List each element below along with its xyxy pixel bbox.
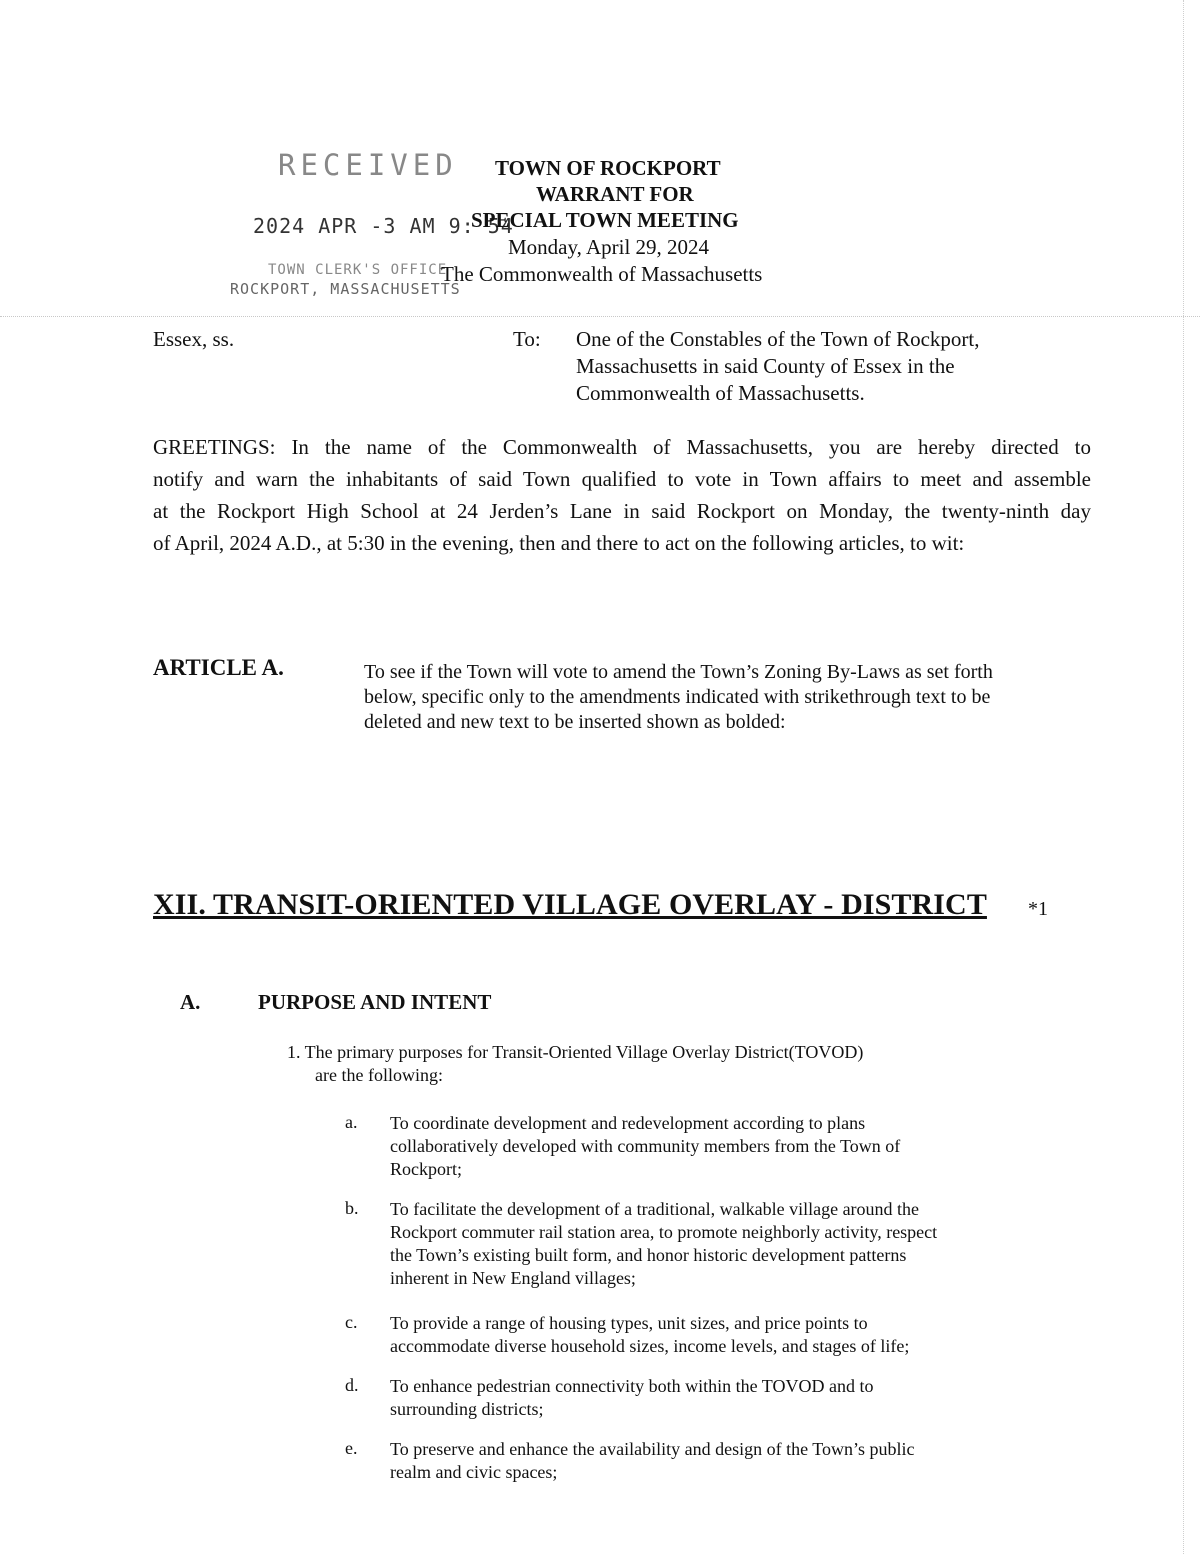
list-item-line: accommodate diverse household sizes, income levels, and stages of life; — [390, 1336, 910, 1356]
list-item-line: realm and civic spaces; — [390, 1462, 558, 1482]
list-item-letter: d. — [345, 1375, 359, 1395]
greetings-line: of April, 2024 A.D., at 5:30 in the evening, then and there to act on the following articles, to wit: — [153, 531, 965, 555]
received-stamp-town: ROCKPORT, MASSACHUSETTS — [230, 280, 461, 298]
to-label: To: — [513, 327, 541, 351]
list-item-line: To preserve and enhance the availability and design of the Town’s public — [390, 1439, 915, 1459]
header-date: Monday, April 29, 2024 — [508, 235, 710, 259]
to-line: One of the Constables of the Town of Rockport, — [576, 327, 980, 351]
list-item-letter: e. — [345, 1438, 358, 1458]
header-town: TOWN OF ROCKPORT — [495, 156, 721, 180]
greetings-line: GREETINGS: In the name of the Commonwealth of Massachusetts, you are hereby directed to — [153, 435, 1091, 459]
scan-artifact-line — [0, 316, 1200, 317]
section-footnote-marker: *1 — [1028, 898, 1048, 920]
article-text-line: below, specific only to the amendments indicated with strikethrough text to be — [364, 686, 991, 708]
subsection-title: PURPOSE AND INTENT — [258, 990, 492, 1014]
header-warrant-for: WARRANT FOR — [536, 182, 694, 206]
to-line: Commonwealth of Massachusetts. — [576, 381, 865, 405]
section-title: XII. TRANSIT-ORIENTED VILLAGE OVERLAY - DISTRICT — [153, 888, 987, 921]
header-commonwealth: The Commonwealth of Massachusetts — [441, 262, 763, 286]
list-item-line: Rockport; — [390, 1159, 462, 1179]
list-item-line: inherent in New England villages; — [390, 1268, 636, 1288]
to-line: Massachusetts in said County of Essex in the — [576, 354, 955, 378]
list-item-letter: b. — [345, 1198, 359, 1218]
received-stamp-date: 2024 APR -3 AM 9: 54 — [253, 214, 514, 238]
list-item-letter: a. — [345, 1112, 358, 1132]
article-text-line: deleted and new text to be inserted shown as bolded: — [364, 711, 786, 733]
list-item-line: To facilitate the development of a traditional, walkable village around the — [390, 1199, 920, 1219]
list-item-line: the Town’s existing built form, and honor historic development patterns — [390, 1245, 907, 1265]
subsection-letter: A. — [180, 990, 201, 1014]
list-item-line: To enhance pedestrian connectivity both within the TOVOD and to — [390, 1376, 874, 1396]
received-stamp: RECEIVED — [278, 148, 458, 182]
greetings-line: notify and warn the inhabitants of said Town qualified to vote in Town affairs to meet and assemble — [153, 467, 1091, 491]
paragraph-1-line: 1. The primary purposes for Transit-Oriented Village Overlay District(TOVOD) — [287, 1042, 864, 1062]
county-label: Essex, ss. — [153, 327, 235, 351]
scan-artifact-edge — [1183, 0, 1184, 1554]
article-text-line: To see if the Town will vote to amend the Town’s Zoning By-Laws as set forth — [364, 661, 993, 683]
list-item-line: To provide a range of housing types, unit sizes, and price points to — [390, 1313, 868, 1333]
article-label: ARTICLE A. — [153, 655, 284, 680]
list-item-line: To coordinate development and redevelopment according to plans — [390, 1113, 866, 1133]
list-item-letter: c. — [345, 1312, 358, 1332]
header-meeting-type: SPECIAL TOWN MEETING — [471, 208, 739, 232]
list-item-line: Rockport commuter rail station area, to promote neighborly activity, respect — [390, 1222, 938, 1242]
list-item-line: collaboratively developed with community members from the Town of — [390, 1136, 901, 1156]
greetings-line: at the Rockport High School at 24 Jerden’s Lane in said Rockport on Monday, the twenty-ninth day — [153, 499, 1091, 523]
received-stamp-office: TOWN CLERK'S OFFICE — [268, 262, 448, 278]
list-item-line: surrounding districts; — [390, 1399, 544, 1419]
paragraph-1-line: are the following: — [315, 1065, 443, 1085]
